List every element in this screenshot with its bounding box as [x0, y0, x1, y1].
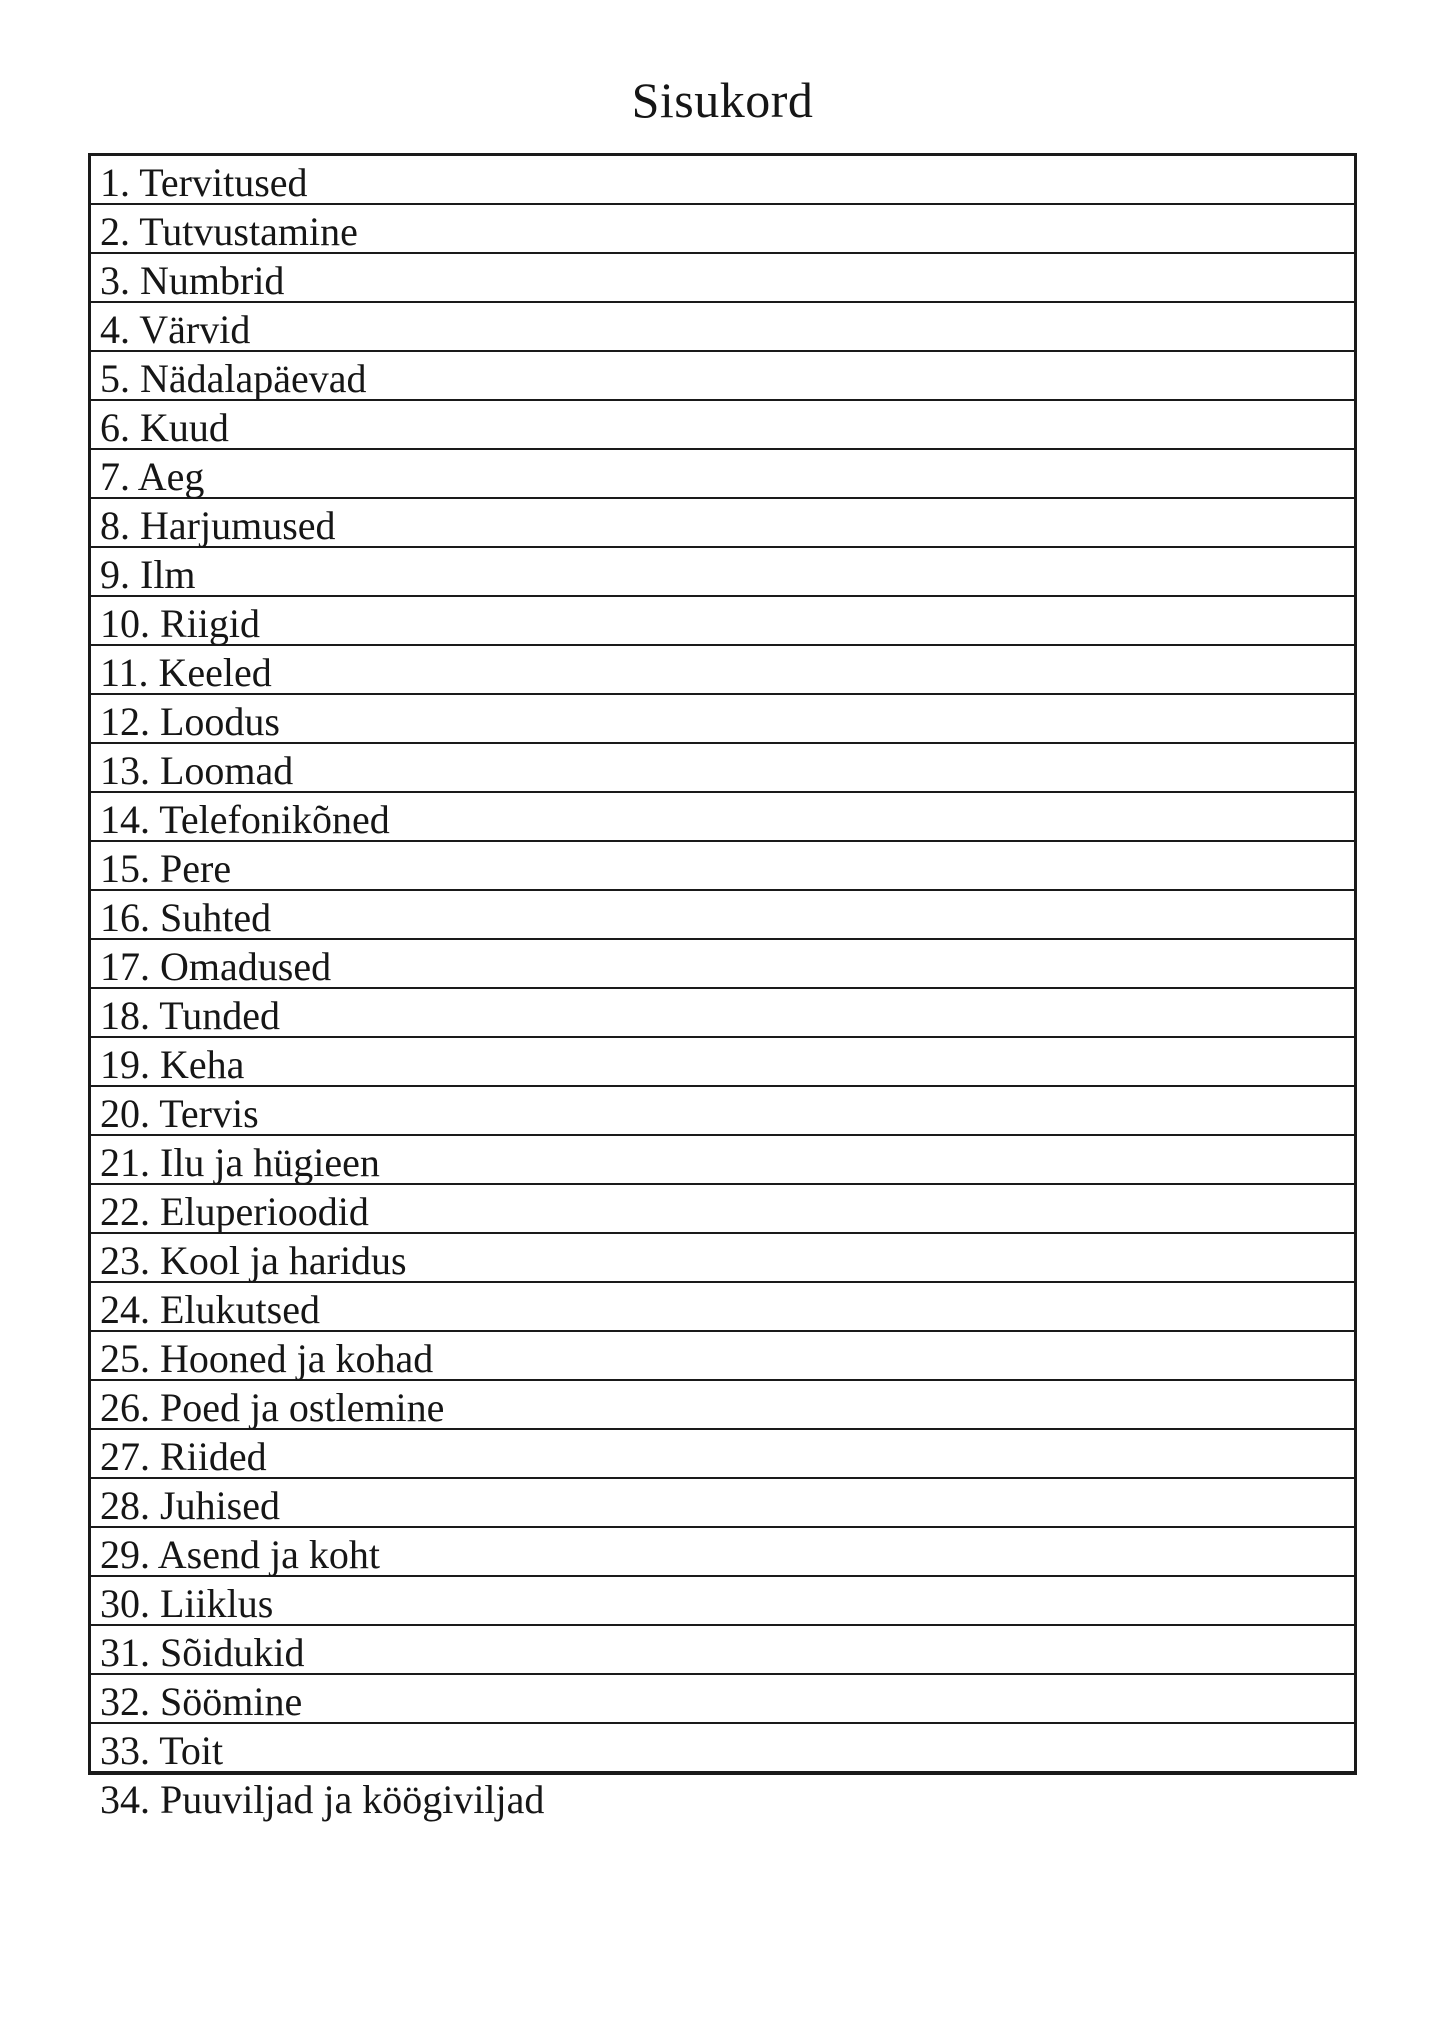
- toc-row: 14. Telefonikõned: [91, 793, 1354, 842]
- toc-row: 9. Ilm: [91, 548, 1354, 597]
- toc-row: 4. Värvid: [91, 303, 1354, 352]
- toc-row: 8. Harjumused: [91, 499, 1354, 548]
- toc-row: 3. Numbrid: [91, 254, 1354, 303]
- page-title: Sisukord: [631, 72, 814, 128]
- toc-row: 11. Keeled: [91, 646, 1354, 695]
- toc-row: 17. Omadused: [91, 940, 1354, 989]
- toc-row: 7. Aeg: [91, 450, 1354, 499]
- toc-row: 15. Pere: [91, 842, 1354, 891]
- toc-table: [88, 153, 1357, 1822]
- toc-row: 13. Loomad: [91, 744, 1354, 793]
- toc-row: 33. Toit: [91, 1724, 1354, 1773]
- toc-row: 1. Tervitused: [91, 156, 1354, 205]
- toc-row: 26. Poed ja ostlemine: [91, 1381, 1354, 1430]
- toc-row: 30. Liiklus: [91, 1577, 1354, 1626]
- toc-row: 24. Elukutsed: [91, 1283, 1354, 1332]
- toc-row: 6. Kuud: [91, 401, 1354, 450]
- toc-row: 19. Keha: [91, 1038, 1354, 1087]
- toc-row: 31. Sõidukid: [91, 1626, 1354, 1675]
- toc-row: 2. Tutvustamine: [91, 205, 1354, 254]
- toc-row: 21. Ilu ja hügieen: [91, 1136, 1354, 1185]
- toc-row: 10. Riigid: [91, 597, 1354, 646]
- toc-row: 20. Tervis: [91, 1087, 1354, 1136]
- toc-row: 5. Nädalapäevad: [91, 352, 1354, 401]
- toc-row: 27. Riided: [91, 1430, 1354, 1479]
- toc-row: 25. Hooned ja kohad: [91, 1332, 1354, 1381]
- toc-row: 23. Kool ja haridus: [91, 1234, 1354, 1283]
- toc-row: 34. Puuviljad ja köögiviljad: [100, 1777, 545, 1822]
- toc-row: 29. Asend ja koht: [91, 1528, 1354, 1577]
- toc-row: 32. Söömine: [91, 1675, 1354, 1724]
- toc-row: 22. Eluperioodid: [91, 1185, 1354, 1234]
- toc-row: 18. Tunded: [91, 989, 1354, 1038]
- toc-row: 16. Suhted: [91, 891, 1354, 940]
- toc-row: 28. Juhised: [91, 1479, 1354, 1528]
- toc-row: 12. Loodus: [91, 695, 1354, 744]
